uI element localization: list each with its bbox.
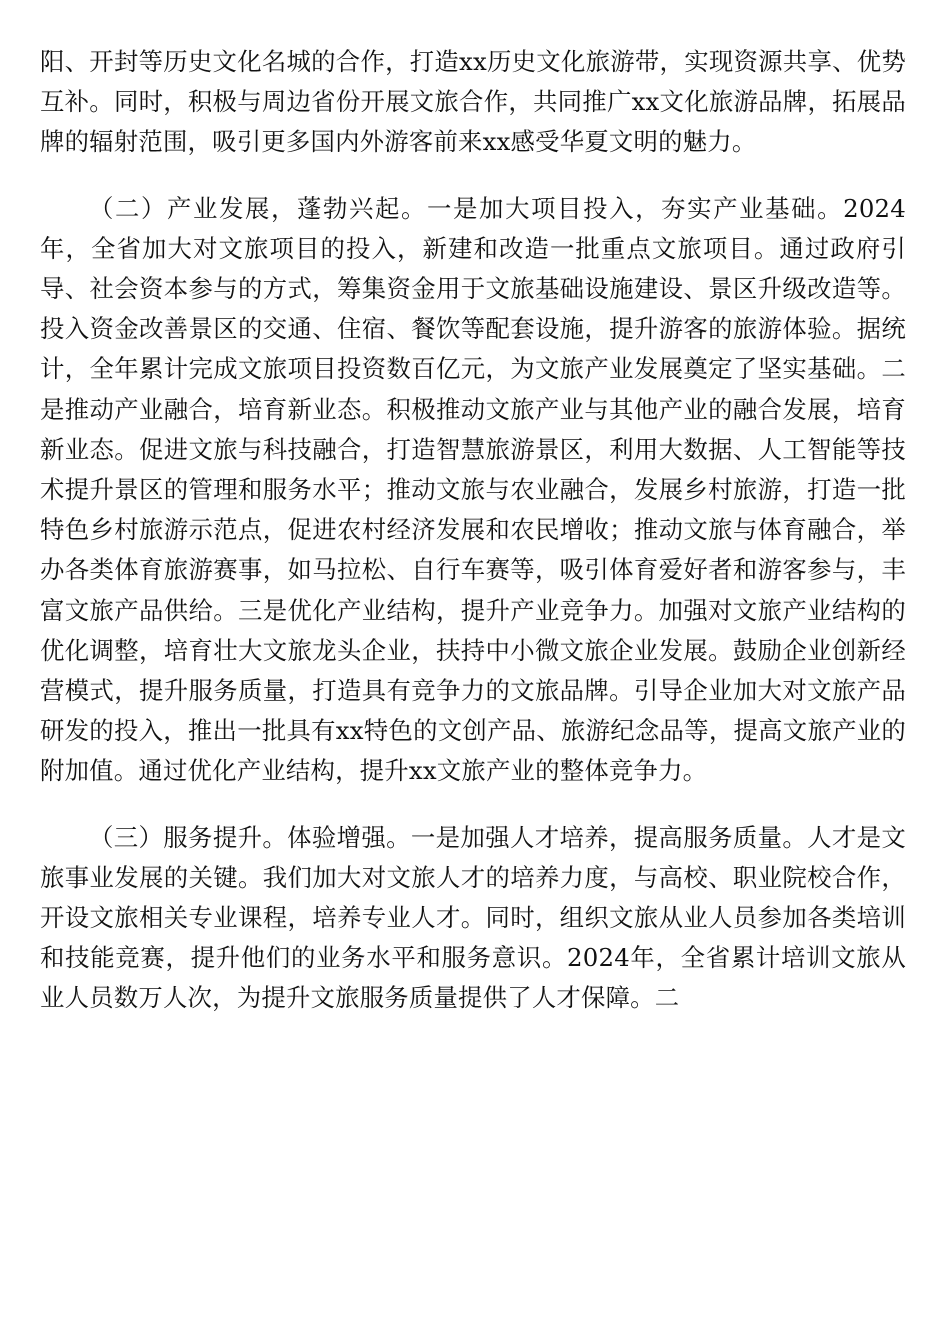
paragraph-gap	[40, 163, 906, 189]
document-page	[40, 42, 906, 1019]
paragraph-industry-development: （二）产业发展，蓬勃兴起。一是加大项目投入，夯实产业基础。2024年，全省加大对文旅项目的投入，新建和改造一批重点文旅项目。通过政府引导、社会资本参与的方式，筹集资金用于文旅基础设施建设、景区升级改造等。投入资金改善景区的交通、住宿、餐饮等配套设施，提升游客的旅游体验。据统计，全年累计完成文旅项目投资数百亿元，为文旅产业发展奠定了坚实基础。二是推动产业融合，培育新业态。积极推动文旅产业与其他产业的融合发展，培育新业态。促进文旅与科技融合，打造智慧旅游景区，利用大数据、人工智能等技术提升景区的管理和服务水平；推动文旅与农业融合，发展乡村旅游，打造一批特色乡村旅游示范点，促进农村经济发展和农民增收；推动文旅与体育融合，举办各类体育旅游赛事，如马拉松、自行车赛等，吸引体育爱好者和游客参与，丰富文旅产品供给。三是优化产业结构，提升产业竞争力。加强对文旅产业结构的优化调整，培育壮大文旅龙头企业，扶持中小微文旅企业发展。鼓励企业创新经营模式，提升服务质量，打造具有竞争力的文旅品牌。引导企业加大对文旅产品研发的投入，推出一批具有xx特色的文创产品、旅游纪念品等，提高文旅产业的附加值。通过优化产业结构，提升xx文旅产业的整体竞争力。	[40, 193, 906, 786]
paragraph-gap	[40, 792, 906, 818]
paragraph-service-improvement: （三）服务提升。体验增强。一是加强人才培养，提高服务质量。人才是文旅事业发展的关键。我们加大对文旅人才的培养力度，与高校、职业院校合作，开设文旅相关专业课程，培养专业人才。同时，组织文旅从业人员参加各类培训和技能竞赛，提升他们的业务水平和服务意识。2024年，全省累计培训文旅从业人员数万人次，为提升文旅服务质量提供了人才保障。二	[40, 822, 906, 1013]
paragraph-culture-cooperation: 阳、开封等历史文化名城的合作，打造xx历史文化旅游带，实现资源共享、优势互补。同时，积极与周边省份开展文旅合作，共同推广xx文化旅游品牌，拓展品牌的辐射范围，吸引更多国内外游客前来xx感受华夏文明的魅力。	[40, 47, 906, 157]
